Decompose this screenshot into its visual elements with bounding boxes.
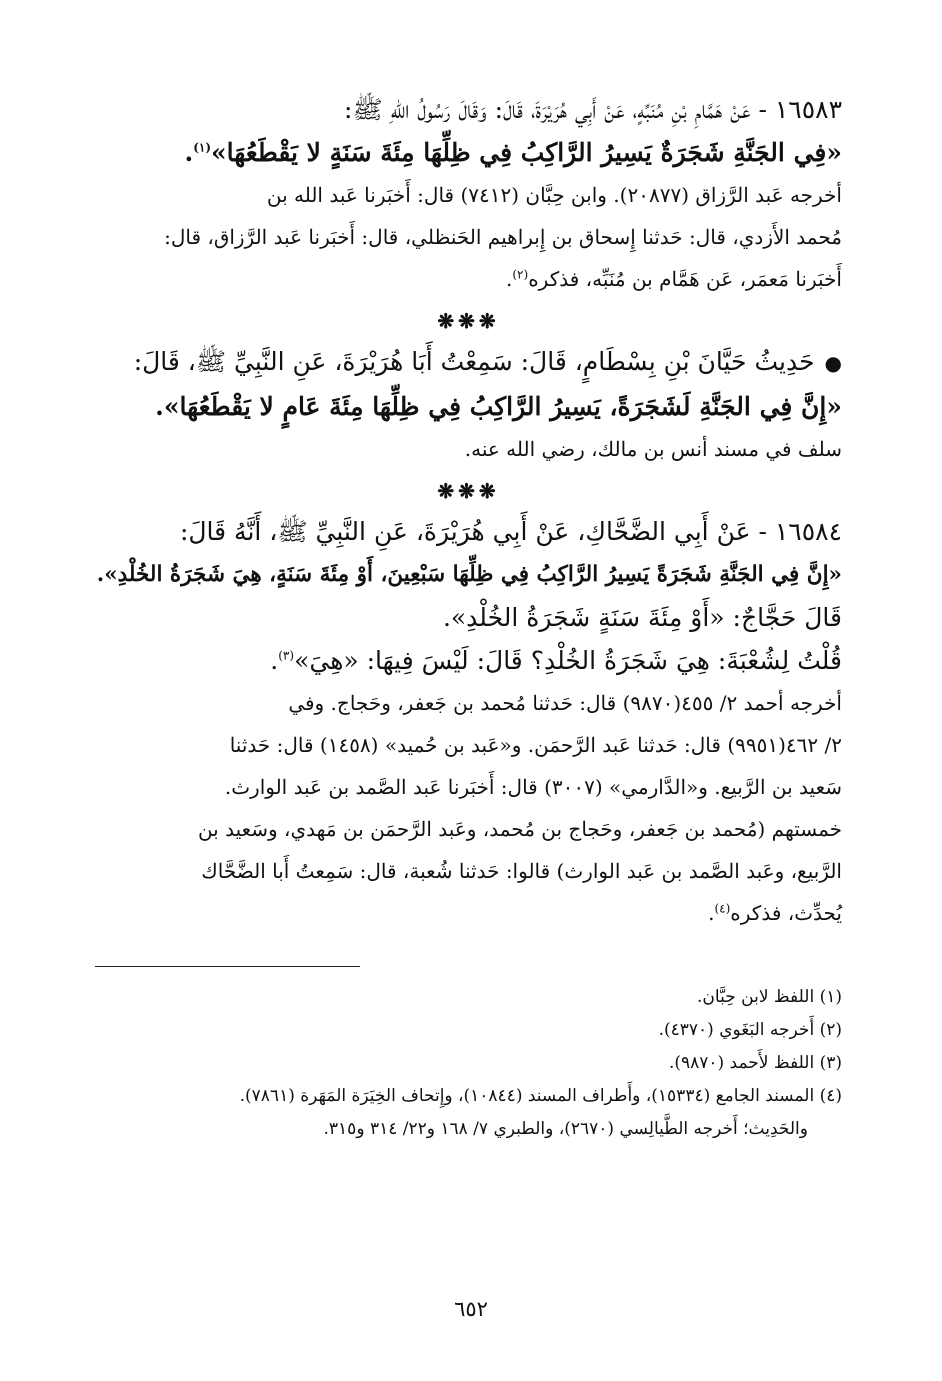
- footnote-2: (٢) أَخرجه البَغَوي (٤٣٧٠).: [658, 1020, 842, 1040]
- footnote-4: (٤) المسند الجامع (١٥٣٣٤)، وأَطراف المسند (١٠٨٤٤)، وإِتحاف الخِيَرَة المَهَرة (٧٨٦١).: [239, 1086, 842, 1106]
- khamsatuhum-line-3: يُحدِّث، فذكره$^{(٤)}$.: [708, 901, 842, 925]
- footnote-ref-4: (٤): [714, 901, 731, 916]
- page-number: ٦٥٢: [454, 1297, 488, 1321]
- takhrij-16584-line-3: سَعيد بن الرَّبيع. و«الدَّارمي» (٣٠٠٧) قال: أَخبَرنا عَبد الصَّمد بن عَبد الوارث.: [224, 775, 842, 799]
- footnote-4-continuation: والحَدِيث؛ أَخرجه الطَّيالِسي (٢٦٧٠)، والطبري ٧/ ١٦٨ و٢٢/ ٣١٤ و٣١٥.: [323, 1119, 808, 1139]
- takhrij-16584-line-2: ٢/ ٤٦٢(٩٩٥١) قال: حَدثنا عَبد الرَّحمَن. و«عَبد بن حُميد» (١٤٥٨) قال: حَدثنا: [229, 733, 842, 757]
- takhrij-16583-line-1: أخرجه عَبد الرَّزاق (٢٠٨٧٧). وابن حِبَّان (٧٤١٢) قال: أَخبَرنا عَبد الله بن: [266, 183, 842, 207]
- footnote-divider-wrap: [95, 966, 842, 967]
- khamsatuhum-line-2: الرَّبيع، وعَبد الصَّمد بن عَبد الوارث) قالوا: حَدثنا شُعبة، قال: سَمِعتُ أَبا الضَّحَّاك: [201, 859, 842, 883]
- hadith-16584-shuba: قُلْتُ لِشُعْبَةَ: هِيَ شَجَرَةُ الخُلْدِ؟ قَالَ: لَيْسَ فِيهَا: «هِيَ»$^{(٣)}$.: [270, 646, 842, 675]
- hadith-16583-matn: «فِي الجَنَّةِ شَجَرَةٌ يَسِيرُ الرَّاكِبُ فِي ظِلِّهَا مِئَةَ سَنَةٍ لا يَقْطَعُهَا»$^{(١)}$.: [184, 138, 842, 167]
- hibban-section: [95, 340, 842, 428]
- section-separator-2: ❋❋❋: [437, 479, 500, 503]
- takhrij-16584: [95, 682, 842, 808]
- khamsatuhum-paragraph: [95, 808, 842, 934]
- takhrij-16583-line-3: أَخبَرنا مَعمَر، عَن هَمَّام بن مُنَبِّه، فذكره$^{(٢)}$.: [506, 267, 842, 291]
- hadith-16583-isnad: ١٦٥٨٣ - عَنْ هَمَّامِ بْنِ مُنَبِّهٍ، عَنْ أَبِي هُرَيْرَةَ، قَالَ: وَقَالَ رَسُولُ اللهِ ﷺ:: [344, 95, 842, 124]
- section-separator-1: ❋❋❋: [437, 309, 500, 333]
- takhrij-16584-line-1: أخرجه أحمد ٢/ ٤٥٥(٩٨٧٠) قال: حَدثنا مُحمد بن جَعفر، وحَجاج. وفي: [288, 691, 842, 715]
- hadith-16583: [95, 88, 842, 174]
- hadith-16584-matn: «إِنَّ فِي الجَنَّةِ شَجَرَةً يَسِيرُ الرَّاكِبُ فِي ظِلِّهَا سَبْعِينَ، أَوْ مِئَةَ سَنَةٍ، هِيَ شَجَرَةُ الخُلْدِ».: [96, 562, 842, 587]
- bullet-icon: ●: [824, 351, 842, 375]
- takhrij-16583: [95, 174, 842, 300]
- hadith-16584: [95, 510, 842, 682]
- footnote-ref-3: (٣): [278, 648, 295, 663]
- takhrij-16583-line-2: مُحمد الأَزدي، قال: حَدثنا إِسحاق بن إِبراهيم الحَنظلي، قال: أَخبَرنا عَبد الرَّزاق، قال:: [164, 225, 842, 249]
- hibban-section-matn: «إِنَّ فِي الجَنَّةِ لَشَجَرَةً، يَسِيرُ الرَّاكِبُ فِي ظِلِّهَا مِئَةَ عَامٍ لا يَقْطَعُهَا».: [155, 392, 842, 421]
- footnote-3: (٣) اللفظ لأَحمد (٩٨٧٠).: [668, 1053, 842, 1073]
- hibban-section-note: سلف في مسند أنس بن مالك، رضي الله عنه.: [464, 437, 842, 461]
- footnote-1: (١) اللفظ لابن حِبَّان.: [697, 987, 842, 1007]
- khamsatuhum-line-1: خمستهم (مُحمد بن جَعفر، وحَجاج بن مُحمد، وعَبد الرَّحمَن بن مَهدي، وسَعيد بن: [197, 817, 842, 841]
- book-page: [95, 88, 842, 1381]
- footnote-divider: [95, 966, 360, 967]
- hibban-section-isnad: ●حَدِيثُ حَيَّانَ بْنِ بِسْطَامٍ، قَالَ: سَمِعْتُ أَبَا هُرَيْرَةَ، عَنِ النَّبِيِّ ﷺ، قَالَ:: [133, 347, 842, 376]
- footnote-ref-2: (٢): [512, 267, 529, 282]
- hadith-16584-hajjaj: قَالَ حَجَّاجٌ: «أَوْ مِئَةَ سَنَةٍ شَجَرَةُ الخُلْدِ».: [442, 603, 842, 632]
- footnotes: [95, 981, 842, 1146]
- footnote-ref-1: (١): [193, 140, 212, 155]
- hadith-16584-isnad: ١٦٥٨٤ - عَنْ أَبِي الضَّحَّاكِ، عَنْ أَبِي هُرَيْرَةَ، عَنِ النَّبِيِّ ﷺ، أَنَّهُ قَالَ:: [179, 517, 842, 546]
